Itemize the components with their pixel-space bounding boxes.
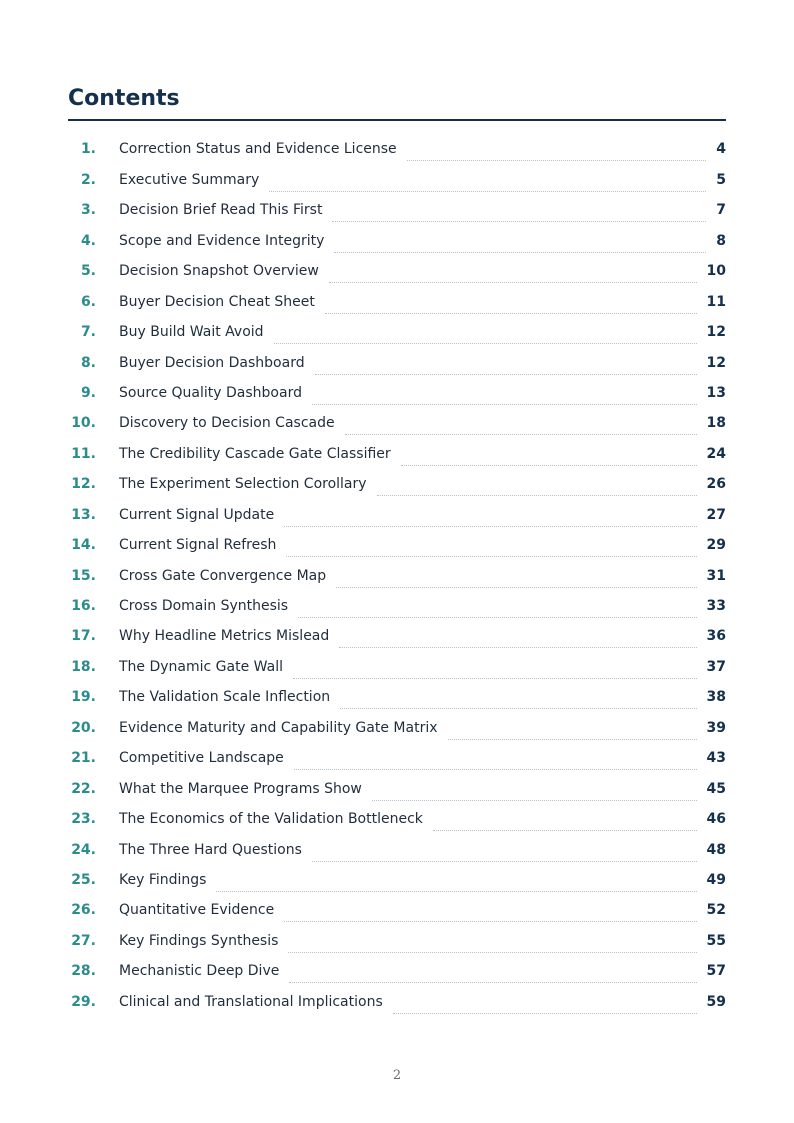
toc-entry-label[interactable]: Key Findings Synthesis	[119, 932, 279, 949]
toc-entry-label[interactable]: Current Signal Refresh	[119, 537, 277, 554]
toc-entry[interactable]	[68, 650, 726, 680]
toc-dot-leader	[401, 465, 697, 466]
toc-dot-leader	[329, 282, 697, 283]
toc-entry-page[interactable]: 38	[706, 689, 726, 706]
toc-entry-label[interactable]: The Experiment Selection Corollary	[119, 476, 367, 493]
toc-entry-number: 25.	[71, 871, 96, 888]
toc-entry-number: 6.	[80, 293, 96, 310]
toc-entry[interactable]	[68, 224, 726, 254]
toc-entry-number: 14.	[71, 537, 96, 554]
toc-entry[interactable]	[68, 559, 726, 589]
toc-dot-leader	[339, 647, 696, 648]
toc-dot-leader	[288, 952, 696, 953]
toc-entry-page[interactable]: 36	[706, 628, 726, 645]
toc-entry[interactable]	[68, 377, 726, 407]
toc-entry-number: 3.	[80, 202, 96, 219]
toc-dot-leader	[269, 191, 706, 192]
toc-dot-leader	[294, 769, 697, 770]
title-divider	[68, 119, 726, 121]
toc-entry-page[interactable]: 33	[706, 598, 726, 614]
toc-dot-leader	[372, 800, 697, 801]
toc-entry-label[interactable]: Scope and Evidence Integrity	[119, 232, 325, 249]
toc-dot-leader	[298, 617, 696, 618]
toc-entry-number: 28.	[71, 963, 96, 980]
toc-dot-leader	[340, 708, 696, 709]
toc-entry-page[interactable]: 57	[706, 963, 726, 980]
toc-entry-number: 15.	[71, 567, 96, 584]
toc-entry-label[interactable]: Buyer Decision Cheat Sheet	[119, 293, 315, 310]
toc-entry-page[interactable]: 26	[706, 476, 726, 493]
toc-entry-page[interactable]: 4	[716, 141, 726, 158]
toc-dot-leader	[393, 1013, 697, 1014]
toc-entry-label[interactable]: The Three Hard Questions	[119, 841, 302, 858]
toc-entry-page[interactable]: 12	[706, 324, 726, 341]
toc-entry-number: 16.	[71, 598, 96, 614]
toc-dot-leader	[407, 160, 707, 161]
toc-entry-page[interactable]: 45	[706, 780, 726, 797]
toc-entry-label[interactable]: What the Marquee Programs Show	[119, 780, 362, 797]
toc-entry-label[interactable]: Buy Build Wait Avoid	[119, 324, 264, 341]
toc-entry-page[interactable]: 43	[706, 750, 726, 767]
toc-dot-leader	[284, 526, 696, 527]
toc-entry-page[interactable]: 8	[716, 232, 726, 249]
toc-dot-leader	[325, 313, 697, 314]
toc-entry[interactable]	[68, 194, 726, 224]
page-number: 2	[392, 1068, 402, 1083]
toc-entry-number: 29.	[71, 993, 96, 1010]
toc-entry-number: 9.	[80, 384, 96, 401]
toc-entry-label[interactable]: Key Findings	[119, 871, 207, 888]
toc-list	[68, 133, 726, 1016]
toc-dot-leader	[377, 495, 697, 496]
toc-dot-leader	[284, 921, 696, 922]
toc-entry-page[interactable]: 39	[706, 719, 726, 736]
toc-entry-page[interactable]: 37	[706, 658, 726, 675]
toc-entry-page[interactable]: 52	[706, 902, 726, 919]
toc-entry-number: 17.	[71, 628, 96, 645]
toc-dot-leader	[312, 861, 697, 862]
toc-dot-leader	[334, 252, 706, 253]
toc-entry-label[interactable]: Mechanistic Deep Dive	[119, 963, 280, 980]
toc-entry-page[interactable]: 46	[706, 811, 726, 828]
toc-entry[interactable]	[68, 346, 726, 376]
toc-entry-label[interactable]: Decision Snapshot Overview	[119, 263, 319, 280]
toc-entry-number: 22.	[71, 780, 96, 797]
toc-entry[interactable]	[68, 407, 726, 437]
toc-entry-number: 10.	[71, 415, 96, 432]
toc-entry-page[interactable]: 55	[706, 932, 726, 949]
toc-entry[interactable]	[68, 255, 726, 285]
toc-entry-number: 8.	[80, 354, 96, 371]
toc-entry-label[interactable]: The Validation Scale Inflection	[119, 689, 331, 706]
toc-entry-page[interactable]: 27	[706, 506, 726, 523]
toc-entry-label[interactable]: Correction Status and Evidence License	[119, 141, 397, 158]
toc-entry[interactable]	[68, 163, 726, 193]
toc-entry-page[interactable]: 48	[706, 841, 726, 858]
toc-dot-leader	[332, 221, 706, 222]
toc-entry[interactable]	[68, 833, 726, 863]
toc-entry-page[interactable]: 10	[706, 263, 726, 280]
toc-entry-label[interactable]: The Credibility Cascade Gate Classifier	[119, 445, 391, 462]
toc-entry[interactable]	[68, 772, 726, 802]
toc-entry[interactable]	[68, 498, 726, 528]
toc-entry[interactable]	[68, 437, 726, 467]
toc-entry-label[interactable]: Evidence Maturity and Capability Gate Matrix	[119, 719, 438, 736]
toc-entry-number: 21.	[71, 750, 96, 767]
toc-entry[interactable]	[68, 590, 726, 620]
toc-dot-leader	[433, 830, 697, 831]
toc-entry-page[interactable]: 31	[706, 567, 726, 584]
toc-entry-number: 13.	[71, 506, 96, 523]
toc-entry-label[interactable]: Buyer Decision Dashboard	[119, 354, 305, 371]
toc-entry-page[interactable]: 13	[706, 384, 726, 401]
toc-entry-label[interactable]: Decision Brief Read This First	[119, 202, 323, 219]
toc-entry-number: 12.	[71, 476, 96, 493]
toc-dot-leader	[289, 982, 696, 983]
toc-dot-leader	[336, 587, 696, 588]
toc-entry-page[interactable]: 29	[706, 537, 726, 554]
toc-entry-number: 19.	[71, 689, 96, 706]
toc-entry-number: 24.	[71, 841, 96, 858]
toc-entry[interactable]	[68, 711, 726, 741]
toc-dot-leader	[312, 404, 697, 405]
toc-dot-leader	[293, 678, 697, 679]
toc-entry[interactable]	[68, 985, 726, 1015]
toc-entry-label[interactable]: Discovery to Decision Cascade	[119, 415, 335, 432]
toc-entry-page[interactable]: 59	[706, 993, 726, 1010]
toc-entry-number: 11.	[71, 445, 96, 462]
toc-entry-label[interactable]: Quantitative Evidence	[119, 902, 275, 919]
toc-entry-label[interactable]: Clinical and Translational Implications	[119, 993, 383, 1010]
toc-entry-number: 26.	[71, 902, 96, 919]
toc-entry-number: 18.	[71, 658, 96, 675]
toc-entry[interactable]	[68, 529, 726, 559]
toc-entry[interactable]	[68, 681, 726, 711]
toc-dot-leader	[286, 556, 696, 557]
toc-entry-label[interactable]: The Dynamic Gate Wall	[119, 658, 283, 675]
toc-entry-number: 20.	[71, 719, 96, 736]
toc-entry[interactable]	[68, 955, 726, 985]
toc-entry-page[interactable]: 24	[706, 445, 726, 462]
toc-dot-leader	[448, 739, 697, 740]
toc-entry-number: 23.	[71, 811, 96, 828]
toc-entry-label[interactable]: Cross Domain Synthesis	[119, 598, 289, 614]
toc-entry-page[interactable]: 7	[716, 202, 726, 219]
toc-entry-number: 27.	[71, 932, 96, 949]
toc-entry-label[interactable]: Source Quality Dashboard	[119, 384, 302, 401]
toc-entry-number: 2.	[80, 171, 96, 188]
toc-entry-page[interactable]: 5	[716, 171, 726, 188]
toc-entry[interactable]	[68, 894, 726, 924]
toc-dot-leader	[216, 891, 696, 892]
toc-entry-label[interactable]: Current Signal Update	[119, 506, 275, 523]
toc-entry-page[interactable]: 49	[706, 871, 726, 888]
toc-entry-label[interactable]: The Economics of the Validation Bottleneck	[119, 811, 423, 828]
toc-entry-label[interactable]: Competitive Landscape	[119, 750, 284, 767]
toc-dot-leader	[315, 374, 697, 375]
toc-entry[interactable]	[68, 803, 726, 833]
toc-entry[interactable]	[68, 316, 726, 346]
toc-entry-number: 4.	[80, 232, 96, 249]
toc-page	[68, 84, 726, 1016]
toc-entry-label[interactable]: Cross Gate Convergence Map	[119, 567, 327, 584]
toc-entry[interactable]	[68, 620, 726, 650]
toc-title: Contents	[68, 86, 180, 111]
toc-entry-number: 5.	[80, 263, 96, 280]
toc-entry-label[interactable]: Executive Summary	[119, 171, 260, 188]
toc-dot-leader	[345, 434, 697, 435]
toc-entry[interactable]	[68, 924, 726, 954]
toc-entry-page[interactable]: 11	[706, 293, 726, 310]
toc-entry[interactable]	[68, 864, 726, 894]
toc-entry-page[interactable]: 12	[706, 354, 726, 371]
toc-entry[interactable]	[68, 742, 726, 772]
toc-entry-number: 7.	[80, 324, 96, 341]
toc-entry-number: 1.	[80, 141, 96, 158]
toc-entry[interactable]	[68, 133, 726, 163]
toc-entry-page[interactable]: 18	[706, 415, 726, 432]
toc-dot-leader	[274, 343, 697, 344]
toc-entry[interactable]	[68, 285, 726, 315]
toc-entry[interactable]	[68, 468, 726, 498]
toc-entry-label[interactable]: Why Headline Metrics Mislead	[119, 628, 330, 645]
